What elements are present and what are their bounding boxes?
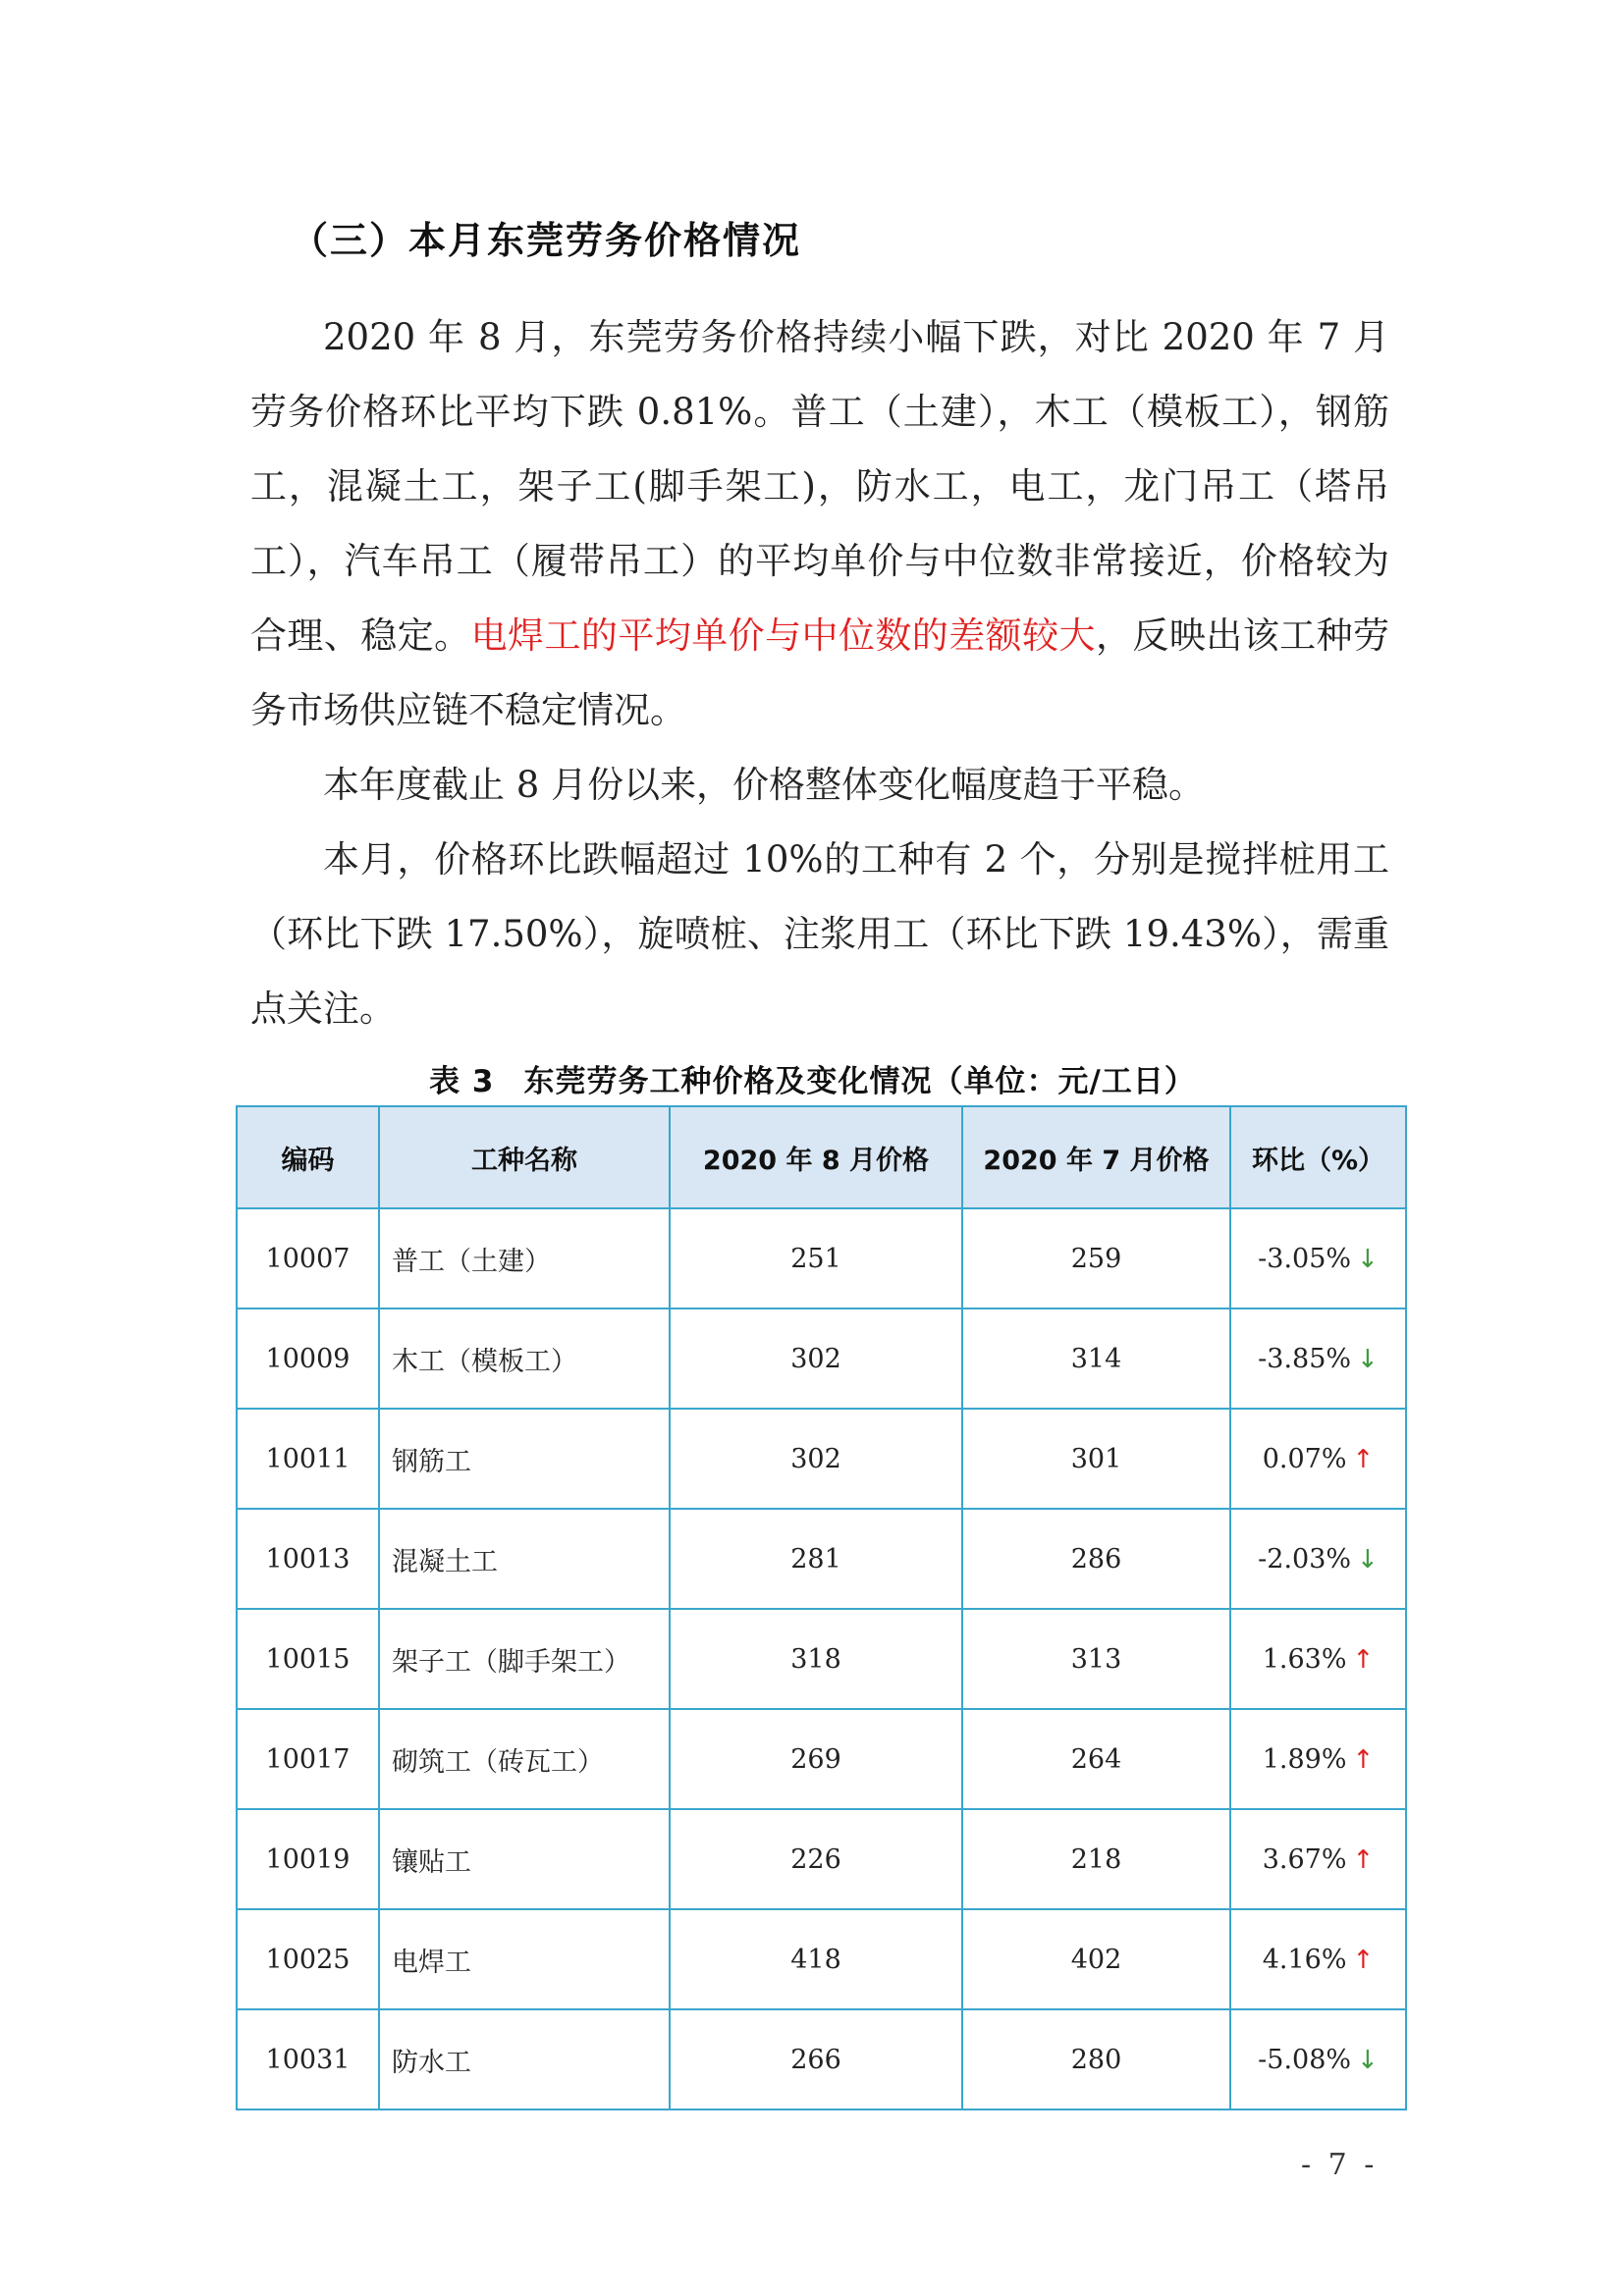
row-jul-price: 259: [962, 1208, 1230, 1308]
row-change-value: -3.05%: [1258, 1243, 1352, 1274]
table-row: [237, 1208, 1406, 1308]
row-change-value: -3.85%: [1258, 1343, 1352, 1374]
row-change: [1230, 1409, 1406, 1509]
row-jul-price: 301: [962, 1409, 1230, 1509]
row-change-value: 0.07%: [1262, 1443, 1347, 1474]
row-code: 10031: [237, 2009, 379, 2109]
row-change: [1230, 2009, 1406, 2109]
row-change: [1230, 1909, 1406, 2009]
row-change: [1230, 1208, 1406, 1308]
red-up-arrow-icon: ↑: [1352, 1744, 1375, 1775]
table-row: [237, 1909, 1406, 2009]
table-body: [237, 1208, 1406, 2109]
row-job-name: 镶贴工: [379, 1809, 670, 1909]
row-code: 10007: [237, 1208, 379, 1308]
header-change: 环比（%）: [1230, 1106, 1406, 1208]
row-jul-price: 402: [962, 1909, 1230, 2009]
row-jul-price: 280: [962, 2009, 1230, 2109]
header-job-name: 工种名称: [379, 1106, 670, 1208]
row-job-name: 电焊工: [379, 1909, 670, 2009]
paragraph-text-end: ，反映出该工种劳务市场供应链不稳定情况。: [250, 614, 1390, 731]
row-job-name: 架子工（脚手架工）: [379, 1609, 670, 1709]
table-row: [237, 1609, 1406, 1709]
green-down-arrow-icon: ↓: [1357, 1544, 1379, 1575]
row-change: [1230, 1509, 1406, 1609]
row-aug-price: 318: [670, 1609, 962, 1709]
row-change-value: 1.63%: [1262, 1643, 1347, 1675]
header-aug-price: 2020 年 8 月价格: [670, 1106, 962, 1208]
header-code: 编码: [237, 1106, 379, 1208]
green-down-arrow-icon: ↓: [1357, 2045, 1379, 2075]
row-aug-price: 226: [670, 1809, 962, 1909]
row-jul-price: 314: [962, 1308, 1230, 1409]
row-change: [1230, 1609, 1406, 1709]
row-change-value: -2.03%: [1258, 1543, 1352, 1575]
red-up-arrow-icon: ↑: [1352, 1644, 1375, 1675]
table-caption-number: 表 3: [429, 1064, 495, 1099]
row-job-name: 木工（模板工）: [379, 1308, 670, 1409]
row-code: 10015: [237, 1609, 379, 1709]
row-code: 10013: [237, 1509, 379, 1609]
row-change-value: 4.16%: [1262, 1944, 1347, 1975]
row-code: 10019: [237, 1809, 379, 1909]
table-row: [237, 1308, 1406, 1409]
paragraph-price-trend: [250, 300, 1389, 748]
row-aug-price: 266: [670, 2009, 962, 2109]
row-code: 10025: [237, 1909, 379, 2009]
paragraph-text: 2020 年 8 月，东莞劳务价格持续小幅下跌，对比 2020 年 7 月劳务价格环比平均下跌 0.81%。普工（土建），木工（模板工），钢筋工，混凝土工，架子工(脚手架工)，防水工，电工，龙门吊工（塔吊工），汽车吊工（履带吊工）的平均单价与中位数非常接近，价格较为合理、稳定。: [250, 316, 1389, 657]
row-aug-price: 251: [670, 1208, 962, 1308]
row-change: [1230, 1709, 1406, 1809]
row-code: 10011: [237, 1409, 379, 1509]
green-down-arrow-icon: ↓: [1357, 1244, 1379, 1274]
row-job-name: 防水工: [379, 2009, 670, 2109]
table-row: [237, 1509, 1406, 1609]
paragraph-attention: 本月，价格环比跌幅超过 10%的工种有 2 个，分别是搅拌桩用工（环比下跌 17.50%），旋喷桩、注浆用工（环比下跌 19.43%），需重点关注。: [250, 838, 1389, 1030]
table-caption: [236, 1056, 1389, 1100]
table-row: [237, 1409, 1406, 1509]
table-row: [237, 1709, 1406, 1809]
table-row: [237, 2009, 1406, 2109]
table-row: [237, 1809, 1406, 1909]
row-jul-price: 313: [962, 1609, 1230, 1709]
table-header-row: [237, 1106, 1406, 1208]
row-jul-price: 264: [962, 1709, 1230, 1809]
row-code: 10009: [237, 1308, 379, 1409]
row-aug-price: 302: [670, 1409, 962, 1509]
page-number: - 7 -: [1301, 2148, 1379, 2182]
row-change: [1230, 1809, 1406, 1909]
header-jul-price: 2020 年 7 月价格: [962, 1106, 1230, 1208]
highlighted-text: 电焊工的平均单价与中位数的差额较大: [470, 614, 1096, 657]
row-change-value: 1.89%: [1262, 1743, 1347, 1775]
row-aug-price: 281: [670, 1509, 962, 1609]
red-up-arrow-icon: ↑: [1352, 1444, 1375, 1474]
row-job-name: 砌筑工（砖瓦工）: [379, 1709, 670, 1809]
green-down-arrow-icon: ↓: [1357, 1344, 1379, 1374]
table-caption-title: 东莞劳务工种价格及变化情况（单位：元/工日）: [523, 1064, 1196, 1099]
row-change-value: -5.08%: [1258, 2044, 1352, 2075]
row-aug-price: 269: [670, 1709, 962, 1809]
row-aug-price: 302: [670, 1308, 962, 1409]
price-table: [236, 1105, 1407, 2110]
row-jul-price: 218: [962, 1809, 1230, 1909]
row-aug-price: 418: [670, 1909, 962, 2009]
paragraph-year-summary: 本年度截止 8 月份以来，价格整体变化幅度趋于平稳。: [323, 764, 1206, 806]
row-job-name: 普工（土建）: [379, 1208, 670, 1308]
row-change-value: 3.67%: [1262, 1843, 1347, 1875]
row-jul-price: 286: [962, 1509, 1230, 1609]
red-up-arrow-icon: ↑: [1352, 1844, 1375, 1875]
row-code: 10017: [237, 1709, 379, 1809]
red-up-arrow-icon: ↑: [1352, 1945, 1375, 1975]
row-change: [1230, 1308, 1406, 1409]
row-job-name: 钢筋工: [379, 1409, 670, 1509]
row-job-name: 混凝土工: [379, 1509, 670, 1609]
section-heading: （三）本月东莞劳务价格情况: [291, 219, 802, 262]
